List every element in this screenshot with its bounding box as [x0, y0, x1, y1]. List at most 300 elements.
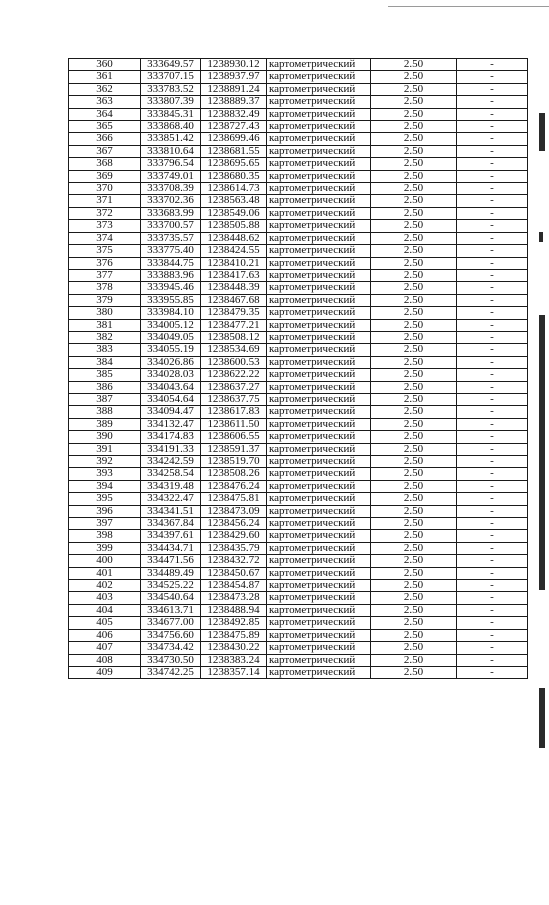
- x-coordinate-cell: 333700.57: [141, 220, 201, 232]
- description-cell: -: [457, 505, 528, 517]
- table-row: [69, 282, 528, 294]
- table-row: [69, 59, 528, 71]
- table-row: [69, 170, 528, 182]
- method-cell: картометрический: [267, 195, 371, 207]
- table-row: [69, 245, 528, 257]
- precision-cell: 2.50: [371, 307, 457, 319]
- table-row: [69, 195, 528, 207]
- method-cell: картометрический: [267, 567, 371, 579]
- point-number-cell: 384: [69, 356, 141, 368]
- table-row: [69, 369, 528, 381]
- method-cell: картометрический: [267, 493, 371, 505]
- table-row: [69, 542, 528, 554]
- precision-cell: 2.50: [371, 555, 457, 567]
- precision-cell: 2.50: [371, 158, 457, 170]
- y-coordinate-cell: 1238473.09: [201, 505, 267, 517]
- method-cell: картометрический: [267, 282, 371, 294]
- method-cell: картометрический: [267, 331, 371, 343]
- method-cell: картометрический: [267, 232, 371, 244]
- description-cell: -: [457, 617, 528, 629]
- description-cell: -: [457, 96, 528, 108]
- x-coordinate-cell: 333810.64: [141, 145, 201, 157]
- scan-mark: [539, 688, 545, 748]
- table-row: [69, 642, 528, 654]
- x-coordinate-cell: 334367.84: [141, 518, 201, 530]
- description-cell: -: [457, 443, 528, 455]
- precision-cell: 2.50: [371, 567, 457, 579]
- x-coordinate-cell: 333868.40: [141, 121, 201, 133]
- x-coordinate-cell: 333702.36: [141, 195, 201, 207]
- x-coordinate-cell: 334734.42: [141, 642, 201, 654]
- point-number-cell: 361: [69, 71, 141, 83]
- x-coordinate-cell: 333708.39: [141, 183, 201, 195]
- y-coordinate-cell: 1238467.68: [201, 294, 267, 306]
- point-number-cell: 403: [69, 592, 141, 604]
- method-cell: картометрический: [267, 344, 371, 356]
- x-coordinate-cell: 334049.05: [141, 331, 201, 343]
- table-row: [69, 307, 528, 319]
- precision-cell: 2.50: [371, 245, 457, 257]
- point-number-cell: 394: [69, 480, 141, 492]
- precision-cell: 2.50: [371, 207, 457, 219]
- y-coordinate-cell: 1238519.70: [201, 456, 267, 468]
- point-number-cell: 409: [69, 666, 141, 678]
- point-number-cell: 375: [69, 245, 141, 257]
- precision-cell: 2.50: [371, 220, 457, 232]
- method-cell: картометрический: [267, 629, 371, 641]
- table-row: [69, 108, 528, 120]
- point-number-cell: 398: [69, 530, 141, 542]
- precision-cell: 2.50: [371, 59, 457, 71]
- precision-cell: 2.50: [371, 331, 457, 343]
- description-cell: -: [457, 530, 528, 542]
- point-number-cell: 395: [69, 493, 141, 505]
- point-number-cell: 401: [69, 567, 141, 579]
- method-cell: картометрический: [267, 480, 371, 492]
- point-number-cell: 366: [69, 133, 141, 145]
- point-number-cell: 390: [69, 431, 141, 443]
- method-cell: картометрический: [267, 245, 371, 257]
- precision-cell: 2.50: [371, 356, 457, 368]
- table-row: [69, 393, 528, 405]
- table-row: [69, 468, 528, 480]
- method-cell: картометрический: [267, 356, 371, 368]
- description-cell: -: [457, 592, 528, 604]
- description-cell: -: [457, 170, 528, 182]
- precision-cell: 2.50: [371, 369, 457, 381]
- y-coordinate-cell: 1238505.88: [201, 220, 267, 232]
- y-coordinate-cell: 1238680.35: [201, 170, 267, 182]
- precision-cell: 2.50: [371, 443, 457, 455]
- y-coordinate-cell: 1238476.24: [201, 480, 267, 492]
- method-cell: картометрический: [267, 183, 371, 195]
- point-number-cell: 383: [69, 344, 141, 356]
- table-row: [69, 207, 528, 219]
- method-cell: картометрический: [267, 666, 371, 678]
- point-number-cell: 400: [69, 555, 141, 567]
- table-row: [69, 344, 528, 356]
- x-coordinate-cell: 334471.56: [141, 555, 201, 567]
- method-cell: картометрический: [267, 108, 371, 120]
- description-cell: -: [457, 666, 528, 678]
- precision-cell: 2.50: [371, 654, 457, 666]
- point-number-cell: 396: [69, 505, 141, 517]
- table-row: [69, 294, 528, 306]
- y-coordinate-cell: 1238424.55: [201, 245, 267, 257]
- x-coordinate-cell: 334397.61: [141, 530, 201, 542]
- point-number-cell: 365: [69, 121, 141, 133]
- x-coordinate-cell: 334730.50: [141, 654, 201, 666]
- description-cell: -: [457, 344, 528, 356]
- x-coordinate-cell: 333649.57: [141, 59, 201, 71]
- description-cell: -: [457, 629, 528, 641]
- method-cell: картометрический: [267, 294, 371, 306]
- precision-cell: 2.50: [371, 406, 457, 418]
- precision-cell: 2.50: [371, 642, 457, 654]
- description-cell: -: [457, 567, 528, 579]
- point-number-cell: 382: [69, 331, 141, 343]
- x-coordinate-cell: 334489.49: [141, 567, 201, 579]
- y-coordinate-cell: 1238695.65: [201, 158, 267, 170]
- x-coordinate-cell: 334242.59: [141, 456, 201, 468]
- scan-mark: [539, 113, 545, 151]
- description-cell: -: [457, 183, 528, 195]
- x-coordinate-cell: 333807.39: [141, 96, 201, 108]
- table-row: [69, 456, 528, 468]
- table-row: [69, 133, 528, 145]
- description-cell: -: [457, 307, 528, 319]
- y-coordinate-cell: 1238432.72: [201, 555, 267, 567]
- y-coordinate-cell: 1238549.06: [201, 207, 267, 219]
- x-coordinate-cell: 334054.64: [141, 393, 201, 405]
- y-coordinate-cell: 1238508.12: [201, 331, 267, 343]
- x-coordinate-cell: 333683.99: [141, 207, 201, 219]
- description-cell: -: [457, 108, 528, 120]
- description-cell: -: [457, 406, 528, 418]
- precision-cell: 2.50: [371, 294, 457, 306]
- x-coordinate-cell: 334677.00: [141, 617, 201, 629]
- precision-cell: 2.50: [371, 480, 457, 492]
- y-coordinate-cell: 1238637.27: [201, 381, 267, 393]
- method-cell: картометрический: [267, 592, 371, 604]
- method-cell: картометрический: [267, 220, 371, 232]
- table-row: [69, 530, 528, 542]
- precision-cell: 2.50: [371, 666, 457, 678]
- y-coordinate-cell: 1238591.37: [201, 443, 267, 455]
- method-cell: картометрический: [267, 71, 371, 83]
- table-row: [69, 145, 528, 157]
- y-coordinate-cell: 1238534.69: [201, 344, 267, 356]
- y-coordinate-cell: 1238508.26: [201, 468, 267, 480]
- description-cell: -: [457, 431, 528, 443]
- x-coordinate-cell: 334191.33: [141, 443, 201, 455]
- y-coordinate-cell: 1238600.53: [201, 356, 267, 368]
- x-coordinate-cell: 333735.57: [141, 232, 201, 244]
- point-number-cell: 397: [69, 518, 141, 530]
- x-coordinate-cell: 334094.47: [141, 406, 201, 418]
- y-coordinate-cell: 1238563.48: [201, 195, 267, 207]
- precision-cell: 2.50: [371, 282, 457, 294]
- precision-cell: 2.50: [371, 195, 457, 207]
- y-coordinate-cell: 1238891.24: [201, 83, 267, 95]
- table-row: [69, 121, 528, 133]
- precision-cell: 2.50: [371, 604, 457, 616]
- method-cell: картометрический: [267, 170, 371, 182]
- description-cell: -: [457, 71, 528, 83]
- table-row: [69, 604, 528, 616]
- table-row: [69, 480, 528, 492]
- table-row: [69, 71, 528, 83]
- point-number-cell: 392: [69, 456, 141, 468]
- scan-mark: [539, 315, 545, 590]
- precision-cell: 2.50: [371, 108, 457, 120]
- description-cell: -: [457, 145, 528, 157]
- point-number-cell: 360: [69, 59, 141, 71]
- x-coordinate-cell: 333783.52: [141, 83, 201, 95]
- description-cell: -: [457, 269, 528, 281]
- description-cell: -: [457, 232, 528, 244]
- x-coordinate-cell: 334043.64: [141, 381, 201, 393]
- method-cell: картометрический: [267, 158, 371, 170]
- description-cell: -: [457, 418, 528, 430]
- point-number-cell: 376: [69, 257, 141, 269]
- method-cell: картометрический: [267, 443, 371, 455]
- point-number-cell: 368: [69, 158, 141, 170]
- point-number-cell: 406: [69, 629, 141, 641]
- precision-cell: 2.50: [371, 170, 457, 182]
- method-cell: картометрический: [267, 580, 371, 592]
- x-coordinate-cell: 334742.25: [141, 666, 201, 678]
- description-cell: -: [457, 381, 528, 393]
- table-row: [69, 406, 528, 418]
- precision-cell: 2.50: [371, 393, 457, 405]
- x-coordinate-cell: 333775.40: [141, 245, 201, 257]
- x-coordinate-cell: 333749.01: [141, 170, 201, 182]
- precision-cell: 2.50: [371, 344, 457, 356]
- method-cell: картометрический: [267, 307, 371, 319]
- point-number-cell: 387: [69, 393, 141, 405]
- precision-cell: 2.50: [371, 145, 457, 157]
- method-cell: картометрический: [267, 642, 371, 654]
- description-cell: -: [457, 642, 528, 654]
- point-number-cell: 371: [69, 195, 141, 207]
- y-coordinate-cell: 1238357.14: [201, 666, 267, 678]
- coordinates-table: [68, 58, 528, 679]
- method-cell: картометрический: [267, 381, 371, 393]
- method-cell: картометрический: [267, 133, 371, 145]
- table-row: [69, 443, 528, 455]
- table-row: [69, 269, 528, 281]
- point-number-cell: 381: [69, 319, 141, 331]
- point-number-cell: 399: [69, 542, 141, 554]
- table-row: [69, 220, 528, 232]
- point-number-cell: 391: [69, 443, 141, 455]
- method-cell: картометрический: [267, 468, 371, 480]
- description-cell: -: [457, 59, 528, 71]
- x-coordinate-cell: 333984.10: [141, 307, 201, 319]
- method-cell: картометрический: [267, 369, 371, 381]
- description-cell: -: [457, 542, 528, 554]
- table-row: [69, 666, 528, 678]
- y-coordinate-cell: 1238617.83: [201, 406, 267, 418]
- description-cell: -: [457, 493, 528, 505]
- description-cell: -: [457, 133, 528, 145]
- method-cell: картометрический: [267, 207, 371, 219]
- point-number-cell: 389: [69, 418, 141, 430]
- method-cell: картометрический: [267, 654, 371, 666]
- table-row: [69, 505, 528, 517]
- x-coordinate-cell: 334258.54: [141, 468, 201, 480]
- x-coordinate-cell: 334525.22: [141, 580, 201, 592]
- y-coordinate-cell: 1238492.85: [201, 617, 267, 629]
- description-cell: -: [457, 456, 528, 468]
- precision-cell: 2.50: [371, 381, 457, 393]
- description-cell: -: [457, 480, 528, 492]
- x-coordinate-cell: 334756.60: [141, 629, 201, 641]
- y-coordinate-cell: 1238448.39: [201, 282, 267, 294]
- point-number-cell: 404: [69, 604, 141, 616]
- method-cell: картометрический: [267, 406, 371, 418]
- point-number-cell: 385: [69, 369, 141, 381]
- precision-cell: 2.50: [371, 319, 457, 331]
- point-number-cell: 373: [69, 220, 141, 232]
- description-cell: -: [457, 294, 528, 306]
- y-coordinate-cell: 1238681.55: [201, 145, 267, 157]
- table-row: [69, 232, 528, 244]
- description-cell: -: [457, 468, 528, 480]
- point-number-cell: 377: [69, 269, 141, 281]
- method-cell: картометрический: [267, 530, 371, 542]
- point-number-cell: 362: [69, 83, 141, 95]
- x-coordinate-cell: 333707.15: [141, 71, 201, 83]
- point-number-cell: 407: [69, 642, 141, 654]
- table-row: [69, 381, 528, 393]
- precision-cell: 2.50: [371, 493, 457, 505]
- precision-cell: 2.50: [371, 83, 457, 95]
- method-cell: картометрический: [267, 431, 371, 443]
- table-row: [69, 654, 528, 666]
- precision-cell: 2.50: [371, 431, 457, 443]
- method-cell: картометрический: [267, 518, 371, 530]
- y-coordinate-cell: 1238430.22: [201, 642, 267, 654]
- point-number-cell: 388: [69, 406, 141, 418]
- x-coordinate-cell: 334005.12: [141, 319, 201, 331]
- x-coordinate-cell: 334613.71: [141, 604, 201, 616]
- table-row: [69, 356, 528, 368]
- y-coordinate-cell: 1238488.94: [201, 604, 267, 616]
- y-coordinate-cell: 1238832.49: [201, 108, 267, 120]
- precision-cell: 2.50: [371, 71, 457, 83]
- table-row: [69, 257, 528, 269]
- description-cell: -: [457, 257, 528, 269]
- x-coordinate-cell: 333796.54: [141, 158, 201, 170]
- precision-cell: 2.50: [371, 121, 457, 133]
- y-coordinate-cell: 1238614.73: [201, 183, 267, 195]
- point-number-cell: 370: [69, 183, 141, 195]
- precision-cell: 2.50: [371, 518, 457, 530]
- method-cell: картометрический: [267, 393, 371, 405]
- table-row: [69, 158, 528, 170]
- precision-cell: 2.50: [371, 629, 457, 641]
- table-row: [69, 431, 528, 443]
- x-coordinate-cell: 333955.85: [141, 294, 201, 306]
- description-cell: -: [457, 518, 528, 530]
- table-row: [69, 331, 528, 343]
- y-coordinate-cell: 1238889.37: [201, 96, 267, 108]
- y-coordinate-cell: 1238479.35: [201, 307, 267, 319]
- y-coordinate-cell: 1238410.21: [201, 257, 267, 269]
- table-row: [69, 518, 528, 530]
- method-cell: картометрический: [267, 59, 371, 71]
- y-coordinate-cell: 1238937.97: [201, 71, 267, 83]
- description-cell: -: [457, 282, 528, 294]
- x-coordinate-cell: 334028.03: [141, 369, 201, 381]
- scan-mark: [539, 232, 543, 242]
- table-row: [69, 493, 528, 505]
- y-coordinate-cell: 1238473.28: [201, 592, 267, 604]
- y-coordinate-cell: 1238699.46: [201, 133, 267, 145]
- point-number-cell: 364: [69, 108, 141, 120]
- precision-cell: 2.50: [371, 96, 457, 108]
- method-cell: картометрический: [267, 319, 371, 331]
- description-cell: -: [457, 245, 528, 257]
- description-cell: -: [457, 369, 528, 381]
- table-row: [69, 319, 528, 331]
- method-cell: картометрический: [267, 542, 371, 554]
- y-coordinate-cell: 1238450.67: [201, 567, 267, 579]
- x-coordinate-cell: 333883.96: [141, 269, 201, 281]
- table-row: [69, 183, 528, 195]
- precision-cell: 2.50: [371, 530, 457, 542]
- y-coordinate-cell: 1238611.50: [201, 418, 267, 430]
- method-cell: картометрический: [267, 145, 371, 157]
- description-cell: -: [457, 319, 528, 331]
- y-coordinate-cell: 1238930.12: [201, 59, 267, 71]
- y-coordinate-cell: 1238454.87: [201, 580, 267, 592]
- description-cell: -: [457, 195, 528, 207]
- x-coordinate-cell: 333851.42: [141, 133, 201, 145]
- y-coordinate-cell: 1238622.22: [201, 369, 267, 381]
- x-coordinate-cell: 334026.86: [141, 356, 201, 368]
- point-number-cell: 380: [69, 307, 141, 319]
- y-coordinate-cell: 1238456.24: [201, 518, 267, 530]
- precision-cell: 2.50: [371, 456, 457, 468]
- point-number-cell: 386: [69, 381, 141, 393]
- method-cell: картометрический: [267, 604, 371, 616]
- y-coordinate-cell: 1238383.24: [201, 654, 267, 666]
- precision-cell: 2.50: [371, 580, 457, 592]
- description-cell: -: [457, 207, 528, 219]
- x-coordinate-cell: 334540.64: [141, 592, 201, 604]
- point-number-cell: 363: [69, 96, 141, 108]
- y-coordinate-cell: 1238477.21: [201, 319, 267, 331]
- description-cell: -: [457, 393, 528, 405]
- precision-cell: 2.50: [371, 505, 457, 517]
- precision-cell: 2.50: [371, 257, 457, 269]
- description-cell: -: [457, 331, 528, 343]
- x-coordinate-cell: 334174.83: [141, 431, 201, 443]
- top-rule: [388, 6, 549, 7]
- point-number-cell: 405: [69, 617, 141, 629]
- precision-cell: 2.50: [371, 592, 457, 604]
- method-cell: картометрический: [267, 257, 371, 269]
- precision-cell: 2.50: [371, 617, 457, 629]
- method-cell: картометрический: [267, 83, 371, 95]
- y-coordinate-cell: 1238727.43: [201, 121, 267, 133]
- table-row: [69, 418, 528, 430]
- point-number-cell: 367: [69, 145, 141, 157]
- method-cell: картометрический: [267, 96, 371, 108]
